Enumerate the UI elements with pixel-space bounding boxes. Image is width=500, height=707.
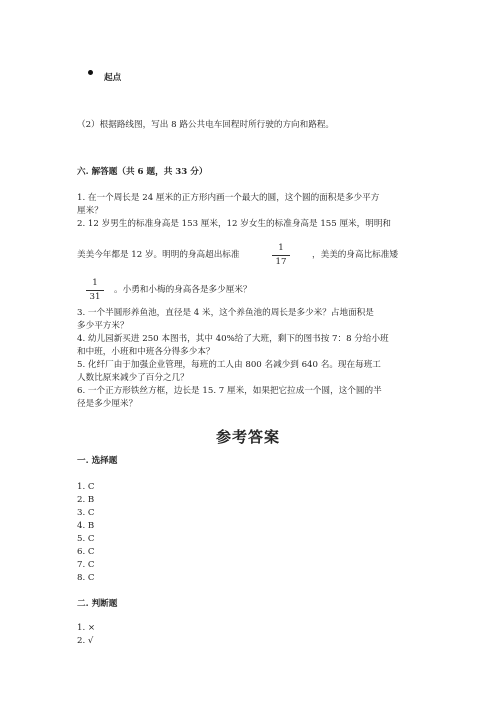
- problem-6-line-2: 径是多少厘米？: [77, 399, 138, 409]
- fraction-numerator: 1: [278, 243, 284, 253]
- fraction-numerator: 1: [92, 278, 98, 288]
- problem-4-line-2: 和中班，小班和中班各分得多少本？: [77, 347, 215, 357]
- answer-item: 6. C: [77, 547, 95, 557]
- part-1-heading: 一. 选择题: [77, 456, 118, 466]
- problem-3-line-2: 多少平方米？: [77, 321, 129, 331]
- answers-title: 参考答案: [216, 428, 281, 446]
- answer-item: 7. C: [77, 560, 95, 570]
- problem-1-line-2: 厘米？: [77, 206, 103, 216]
- question-2-text: （2）根据路线图，写出 8 路公共电车回程时所行驶的方向和路程。: [77, 120, 335, 130]
- part-2-heading: 二. 判断题: [77, 599, 118, 609]
- problem-6-line-1: 6. 一个正方形铁丝方框，边长是 15. 7 厘米，如果把它拉成一个圆，这个圆的半: [77, 386, 382, 396]
- fraction-bar: [272, 255, 290, 256]
- problem-4-line-1: 4. 幼儿园新买进 250 本图书，其中 40%给了大班，剩下的图书按 7：8 分给小班: [77, 334, 389, 344]
- fraction-1-17: [272, 243, 290, 268]
- problem-5-line-2: 人数比原来减少了百分之几？: [77, 373, 189, 383]
- answer-item: 2. √: [77, 636, 94, 646]
- problem-5-line-1: 5. 化纤厂由于加强企业管理，每班的工人由 800 名减少到 640 名。现在每班工: [77, 360, 381, 370]
- problem-2-line-3: 。小勇和小梅的身高各是多少厘米？: [114, 285, 252, 295]
- answer-item: 3. C: [77, 508, 95, 518]
- fraction-denominator: 17: [275, 257, 287, 267]
- start-point-label: 起点: [104, 73, 122, 83]
- problem-1-line-1: 1. 在一个周长是 24 厘米的正方形内画一个最大的圆，这个圆的面积是多少平方: [77, 193, 380, 203]
- answer-item: 8. C: [77, 573, 95, 583]
- fraction-denominator: 31: [89, 292, 101, 302]
- fraction-bar: [86, 290, 104, 291]
- problem-2-line-1: 2. 12 岁男生的标准身高是 153 厘米，12 岁女生的标准身高是 155 厘米，明明和: [77, 219, 392, 229]
- answer-item: 2. B: [77, 495, 95, 505]
- problem-3-line-1: 3. 一个半圆形养鱼池，直径是 4 米，这个养鱼池的周长是多少米？占地面积是: [77, 308, 374, 318]
- problem-2-line-2b: ，美美的身高比标准矮: [312, 250, 398, 260]
- problem-2-line-2a: 美美今年都是 12 岁。明明的身高超出标准: [77, 250, 240, 260]
- answer-item: 4. B: [77, 521, 95, 531]
- answer-item: 1. ×: [77, 623, 96, 633]
- section-6-heading: 六. 解答题（共 6 题，共 33 分）: [77, 167, 208, 177]
- answer-item: 1. C: [77, 482, 95, 492]
- answer-item: 5. C: [77, 534, 95, 544]
- start-point-marker: [88, 70, 93, 75]
- fraction-1-31: [86, 278, 104, 303]
